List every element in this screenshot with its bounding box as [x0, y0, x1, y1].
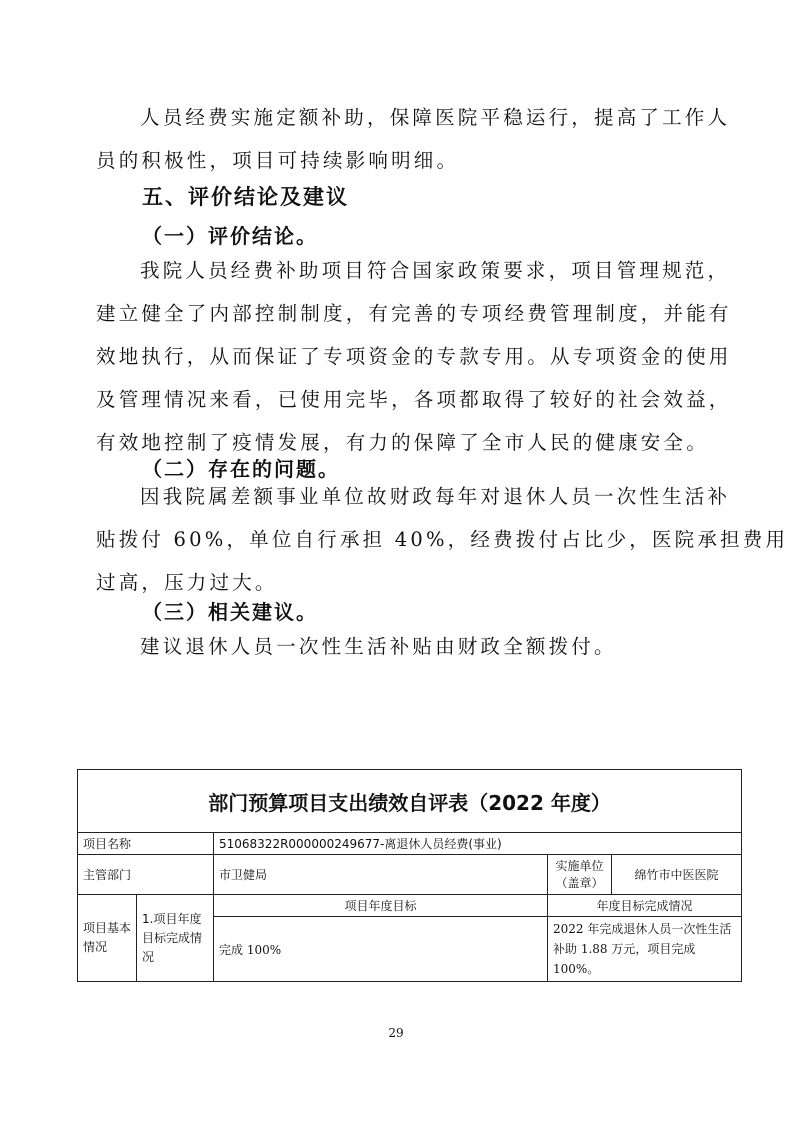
completion-value: 2022 年完成退休人员一次性生活补助 1.88 万元，项目完成 100%。 — [548, 917, 742, 982]
subheading-evaluation-conclusion: （一）评价结论。 — [142, 224, 318, 248]
paragraph-personnel-funding — [96, 96, 731, 182]
dept-label: 主管部门 — [78, 855, 214, 895]
table-row — [78, 895, 742, 917]
paragraph-suggestions — [96, 625, 700, 668]
table-title: 部门预算项目支出绩效自评表（2022 年度） — [78, 770, 742, 833]
subheading-suggestions: （三）相关建议。 — [142, 600, 318, 624]
annual-goal-header: 项目年度目标 — [214, 895, 548, 917]
text-line: 建议退休人员一次性生活补贴由财政全额拨付。 — [140, 635, 617, 658]
text-line: 建立健全了内部控制制度，有完善的专项经费管理制度，并能有 — [96, 302, 732, 325]
text-line: 我院人员经费补助项目符合国家政策要求，项目管理规范， — [140, 259, 731, 282]
paragraph-existing-problems — [96, 475, 789, 604]
text-line: 有效地控制了疫情发展，有力的保障了全市人民的健康安全。 — [96, 431, 709, 454]
text-line: 人员经费实施定额补助，保障医院平稳运行，提高了工作人 — [140, 106, 731, 129]
text-line: 过高，压力过大。 — [96, 571, 278, 594]
performance-evaluation-table — [77, 769, 742, 982]
annual-goal-value: 完成 100% — [214, 917, 548, 982]
text-line: 贴拨付 60%，单位自行承担 40%，经费拨付占比少，医院承担费用 — [96, 528, 789, 551]
completion-header: 年度目标完成情况 — [548, 895, 742, 917]
text-line: 员的积极性，项目可持续影响明细。 — [96, 149, 460, 172]
text-line: 及管理情况来看，已使用完毕，各项都取得了较好的社会效益， — [96, 388, 732, 411]
table-title-row — [78, 770, 742, 833]
paragraph-evaluation-conclusion — [96, 249, 732, 464]
text-line: 效地执行，从而保证了专项资金的专款专用。从专项资金的使用 — [96, 345, 732, 368]
text-line: 因我院属差额事业单位故财政每年对退休人员一次性生活补 — [140, 485, 731, 508]
project-name-value: 51068322R000000249677-离退休人员经费(事业) — [214, 833, 742, 855]
page-number: 29 — [388, 1026, 404, 1040]
section-heading-evaluation-conclusion: 五、评价结论及建议 — [142, 185, 349, 209]
project-name-label: 项目名称 — [78, 833, 214, 855]
table-row — [78, 833, 742, 855]
impl-unit-value: 绵竹市中医医院 — [612, 855, 742, 895]
goal-completion-label: 1.项目年度目标完成情况 — [137, 895, 214, 982]
subheading-existing-problems: （二）存在的问题。 — [142, 457, 340, 481]
basic-info-label: 项目基本情况 — [78, 895, 137, 982]
impl-unit-label: 实施单位 （盖章） — [548, 855, 612, 895]
table-row — [78, 855, 742, 895]
dept-value: 市卫健局 — [214, 855, 548, 895]
